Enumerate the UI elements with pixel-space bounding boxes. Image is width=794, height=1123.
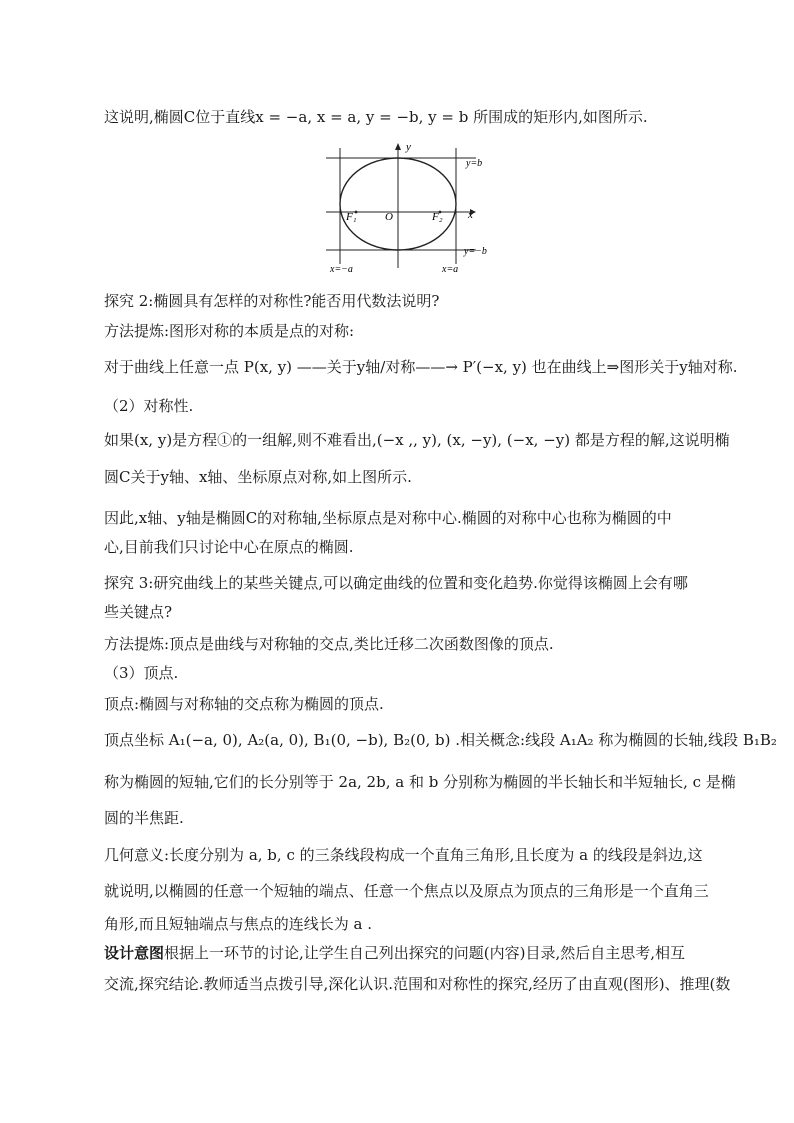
text-line-21 xyxy=(104,943,685,963)
text-line-4: 对于曲线上任意一点 P(x, y) ——关于y轴/对称——→ P′(−x, y) 也在曲线上⇒图形关于y轴对称. xyxy=(104,358,738,376)
text-line-14: 顶点:椭圆与对称轴的交点称为椭圆的顶点. xyxy=(104,695,384,713)
line-x-a-label: x=a xyxy=(442,264,459,275)
ellipse-figure xyxy=(318,138,498,278)
text-line-16: 称为椭圆的短轴,它们的长分别等于 2a, 2b, a 和 b 分别称为椭圆的半长轴长和半短轴长, c 是椭 xyxy=(104,773,736,791)
focus-1-label: F₁ xyxy=(346,211,357,223)
text-line-10: 探究 3:研究曲线上的某些关键点,可以确定曲线的位置和变化趋势.你觉得该椭圆上会有哪 xyxy=(104,574,688,592)
text-line-5: （2）对称性. xyxy=(104,397,194,415)
origin-label: O xyxy=(385,211,393,223)
text-line-9: 心,目前我们只讨论中心在原点的椭圆. xyxy=(104,538,354,556)
y-axis-arrow xyxy=(395,143,401,150)
text-line-7: 圆C关于y轴、x轴、坐标原点对称,如上图所示. xyxy=(104,468,412,486)
text-line-18: 几何意义:长度分别为 a, b, c 的三条线段构成一个直角三角形,且长度为 a 的线段是斜边,这 xyxy=(104,846,703,864)
line-y-neg-b-label: y=−b xyxy=(464,246,487,257)
text-line-12: 方法提炼:顶点是曲线与对称轴的交点,类比迁移二次函数图像的顶点. xyxy=(104,635,554,653)
text-line-6: 如果(x, y)是方程①的一组解,则不难看出,(−x ,, y), (x, −y), (−x, −y) 都是方程的解,这说明椭 xyxy=(104,431,730,449)
x-axis-label: x xyxy=(468,209,473,221)
line-x-neg-a-label: x=−a xyxy=(330,264,353,275)
line-y-b-label: y=b xyxy=(466,158,483,169)
text-line-13: （3）顶点. xyxy=(104,664,179,682)
text-line-20: 角形,而且短轴端点与焦点的连线长为 a . xyxy=(104,915,373,933)
design-intent-label: 设计意图 xyxy=(104,944,165,962)
design-intent-text: 根据上一环节的讨论,让学生自己列出探究的问题(内容)目录,然后自主思考,相互 xyxy=(164,944,686,962)
text-line-3: 方法提炼:图形对称的本质是点的对称: xyxy=(104,322,355,340)
text-line-17: 圆的半焦距. xyxy=(104,809,184,827)
text-line-22: 交流,探究结论.教师适当点拨引导,深化认识.范围和对称性的探究,经历了由直观(图形)、推理(数 xyxy=(104,975,731,993)
focus-2-label: F₂ xyxy=(432,211,443,223)
text-line-1: 这说明,椭圆C位于直线x = −a, x = a, y = −b, y = b 所围成的矩形内,如图所示. xyxy=(104,108,648,126)
text-line-11: 些关键点? xyxy=(104,603,173,621)
y-axis-label: y xyxy=(406,141,411,153)
text-line-2: 探究 2:椭圆具有怎样的对称性?能否用代数法说明? xyxy=(104,292,440,310)
text-line-8: 因此,x轴、y轴是椭圆C的对称轴,坐标原点是对称中心.椭圆的对称中心也称为椭圆的中 xyxy=(104,509,672,527)
text-line-15: 顶点坐标 A₁(−a, 0), A₂(a, 0), B₁(0, −b), B₂(0, b) .相关概念:线段 A₁A₂ 称为椭圆的长轴,线段 B₁B₂ xyxy=(104,731,777,749)
text-line-19: 就说明,以椭圆的任意一个短轴的端点、任意一个焦点以及原点为顶点的三角形是一个直角三 xyxy=(104,882,709,900)
